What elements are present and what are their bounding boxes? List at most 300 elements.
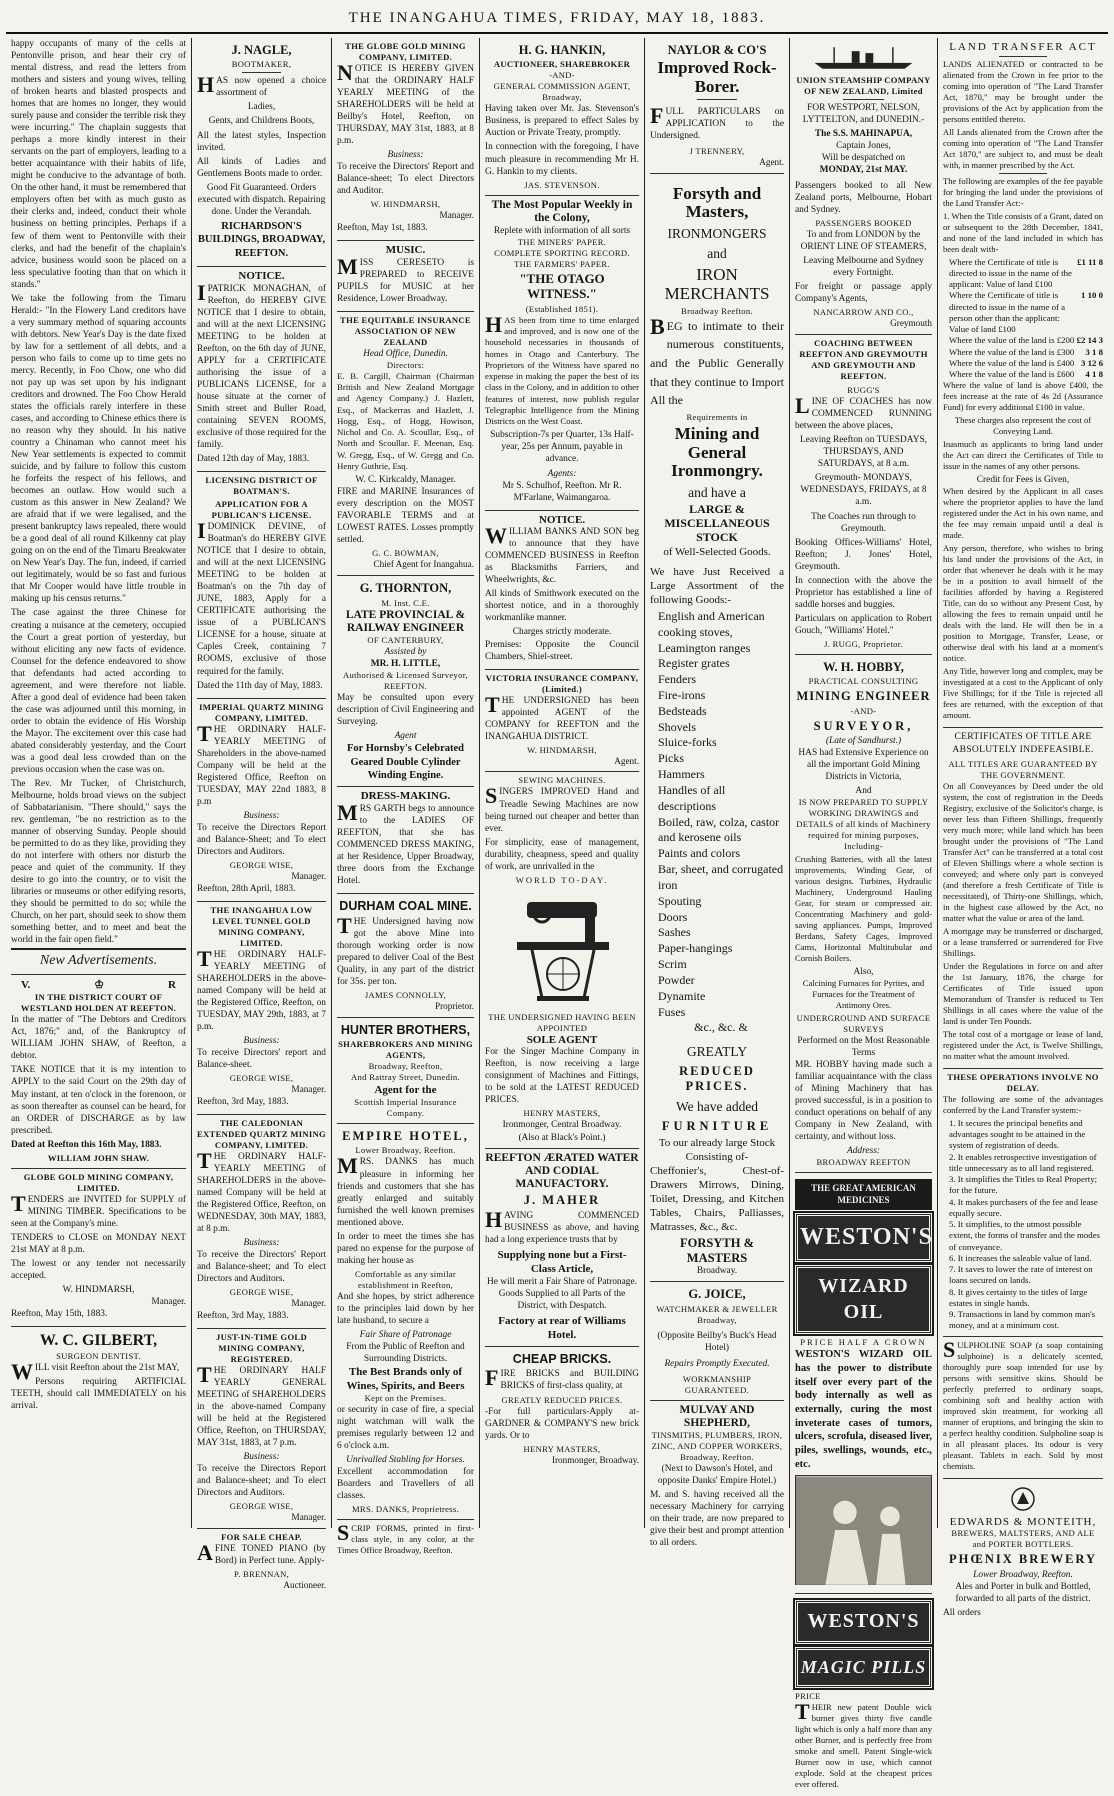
thornton-text: MR. H. LITTLE, <box>370 658 441 669</box>
hankin-text: In connection with the foregoing, I have much pleasure in recommending Mr H. G. Hankin to my clients. <box>485 142 639 177</box>
court-notice <box>11 975 186 1168</box>
coaching-signature: J. RUGG, Proprietor. <box>824 638 903 649</box>
goods-list <box>650 609 784 1036</box>
column-3 <box>332 38 480 1556</box>
hobby-ad <box>795 655 932 1174</box>
maher-text: Goods Supplied to all Parts of the District, with Despatch. <box>498 1288 626 1311</box>
globe-meeting-title: Manager. <box>439 210 474 221</box>
pills-heading: WESTON'S <box>795 1600 932 1644</box>
otago-title: "THE OTAGO WITNESS." <box>519 271 605 301</box>
dress-heading: DRESS-MAKING. <box>360 790 451 803</box>
equitable-text: FIRE and MARINE Insurances of every description on the MOST FAVORABLE TERMS and at LOWEST RATES. Losses promptly settled. <box>337 487 474 546</box>
naylor-heading: NAYLOR & CO'S <box>667 43 767 57</box>
lowlevel-business: Business: <box>243 1035 280 1046</box>
fm-text: We have Just Received a Large Assortment of the following Goods:- <box>650 565 784 606</box>
notice-date: Dated 12th day of May, 1883. <box>197 454 310 465</box>
hunter-text: Agent for the <box>374 1084 437 1097</box>
maher-text: Factory at rear of Williams Hotel. <box>498 1314 626 1341</box>
empire-text: Fair Share of Patronage <box>359 1329 452 1340</box>
hobby-address: BROADWAY REEFTON <box>816 1157 911 1168</box>
hankin-location: Broadway, <box>542 92 582 103</box>
hobby-and: -AND- <box>850 705 877 716</box>
steamship-text: Leaving Melbourne and Sydney every Fortnight. <box>803 256 924 279</box>
licensing-text: IDOMINICK DEVINE, of Boatman's do HEREBY GIVE NOTICE that I desire to obtain, and will at the next LICENSING MEETING to be holden at Boatman's on the 7th day of JUNE, 1883, Apply for a CERTIFICATE authorising the issue of a PUBLICAN'S LICENSE for a house, situate at Caples Creek, containing 7 ROOMS, exclusive of those required for the family. <box>197 518 326 677</box>
caledonian-meeting <box>197 1115 326 1329</box>
lowlevel-meeting <box>197 902 326 1115</box>
edwards-sub: BREWERS, MALTSTERS, AND ALE <box>951 1528 1095 1539</box>
sale-text: AFINE TONED PIANO (by Bord) in Perfect tune. Apply- <box>197 1540 326 1567</box>
cert-text: On all Conveyances by Deed under the old system, the cost of registration in the Deeds Registry, exclusive of the Solicitor's charge, is never less than Fifteen Shillings, frequently very much more; while land which has been brought under the provisions of "The Land Transfer Act" can be transferred at a total cost of Eleven Shillings where a whole section is conveyed; and where only part is conveyed (and therefore a fresh Certificate of Title is necessitated), of Thirty-one Shillings, which, in the highest case allowed by the Act, no matter what the value or area of the land. <box>943 780 1103 923</box>
hankin-sub2: GENERAL COMMISSION AGENT, <box>493 81 631 92</box>
hunter-text: Broadway, Reefton, <box>368 1061 443 1072</box>
otago-text: THE MINERS' PAPER. <box>517 237 607 248</box>
crest-icon: ♔ <box>94 979 105 992</box>
caledonian-signature: GEORGE WISE, <box>229 1287 294 1298</box>
pills-heading2: MAGIC PILLS <box>795 1647 932 1688</box>
joice-sub: WATCHMAKER & JEWELLER <box>656 1303 778 1314</box>
imperial-title: Manager. <box>291 870 326 881</box>
weston-top: THE GREAT AMERICAN MEDICINES <box>795 1179 932 1210</box>
coaching-text: In connection with the above the Proprietor has established a line of saddle horses and buggies. <box>795 575 932 610</box>
victoria-title: Agent. <box>614 755 639 766</box>
licensing-sub: APPLICATION FOR A PUBLICAN'S LICENSE. <box>211 499 312 521</box>
coaching-heading: COACHING BETWEEN REEFTON AND GREYMOUTH AND GREYMOUTH AND REEFTON. <box>799 338 928 382</box>
sewing-world: WORLD TO-DAY. <box>515 874 609 885</box>
fee-value: 4 1 8 <box>1085 369 1103 380</box>
globe-text: The lowest or any tender not necessarily accepted. <box>11 1258 186 1281</box>
thornton-agent: Agent <box>394 731 417 742</box>
fm-and: and <box>707 246 727 262</box>
fm-heading4: LARGE & MISCELLANEOUS STOCK <box>664 502 770 544</box>
otago-agents: Agents: <box>547 468 577 479</box>
court-heading: IN THE DISTRICT COURT OF WESTLAND HOLDEN AT REEFTON. <box>20 992 177 1014</box>
empire-heading: EMPIRE HOTEL, <box>342 1129 469 1144</box>
otago-text: Replete with information of all sorts <box>493 226 631 236</box>
piano-sale <box>197 1529 326 1596</box>
joice-text: Repairs Promptly Executed. <box>664 1358 770 1369</box>
edwards-text: Ales and Porter in bulk and Bottled, forwarded to all parts of the district. <box>955 1581 1091 1604</box>
maher-text: HAVING COMMENCED BUSINESS as above, and having had a long experience trusts that by <box>485 1206 639 1245</box>
hobby-text: HAS had Extensive Experience on all the important Gold Mining Districts in Victoria, <box>798 747 929 783</box>
advantage-item: 8. It gives certainty to the titles of large estates in single hands. <box>949 1286 1088 1308</box>
fm-text: Cheffonier's, Chest-of-Drawers Mirrows, Dining, Toilet, Dressing, and Kitchen Tables, Chairs, Palliasses, Matrasses, &c., &c. <box>650 1164 784 1234</box>
steamship-text: MONDAY, 21st MAY. <box>819 165 908 176</box>
bricks-text: GREATLY REDUCED PRICES. <box>501 1394 623 1405</box>
otago-text: Mr S. Schulhof, Reefton. Mr R. M'Farlane, Waimangaroa. <box>502 480 622 503</box>
maher-text: He will merit a Fair Share of Patronage. <box>487 1276 637 1287</box>
otago-established: (Established 1851). <box>525 303 599 314</box>
figure-illustration-icon <box>796 1476 931 1586</box>
banks-text: WILLIAM BANKS AND SON beg to announce that they have COMMENCED BUSINESS in Reefton as Blacksmiths Farriers, and Wheelwrights, &c. <box>485 523 639 586</box>
fm-text: To our already large Stock Consisting of- <box>658 1136 776 1163</box>
caledonian-heading: THE CALEDONIAN EXTENDED QUARTZ MINING COMPANY, LIMITED. <box>197 1117 327 1150</box>
nagle-heading: J. NAGLE, <box>231 43 292 57</box>
hunter-sub: SHAREBROKERS AND MINING AGENTS, <box>338 1039 473 1061</box>
globe-meeting-text: To receive the Directors' Report and Balance-sheet; To elect Directors and Auditor. <box>337 162 474 197</box>
fee-row <box>949 347 1103 358</box>
edwards-heading2: PHŒNIX BREWERY <box>948 1552 1098 1567</box>
maher-ad <box>485 1149 639 1348</box>
land-credit: Credit for Fees is Given, <box>976 475 1070 486</box>
justintime-text: THE ORDINARY HALF YEARLY GENERAL MEETING of SHAREHOLDERS in the above-named Company will be held at the Registered Office, Reefton, on THURSDAY, MAY 31st, 1883, at 7 p.m. <box>197 1361 326 1449</box>
hankin-ad <box>485 38 639 196</box>
lowlevel-text: THE ORDINARY HALF-YEARLY MEETING of SHAREHOLDERS in the above-named Company will be held at the Registered Office, Reefton, on TUESDAY, MAY 29th, 1883, at 7 p.m. <box>197 945 326 1032</box>
thornton-text: For Hornsby's Celebrated Geared Double Cylinder Winding Engine. <box>346 743 465 782</box>
steamship-image <box>795 45 932 71</box>
hobby-heading4: UNDERGROUND AND SURFACE SURVEYS <box>796 1013 931 1035</box>
coaching-text: Leaving Reefton on TUESDAYS, THURSDAYS, AND SATURDAYS, at 8 a.m. <box>799 435 928 470</box>
fee-label: Where the value of the land is £300 <box>949 346 1075 357</box>
steamship-text: To and from LONDON by the ORIENT LINE OF STEAMERS, <box>800 230 927 253</box>
globe-meeting-business: Business: <box>387 150 424 161</box>
hobby-text: IS NOW PREPARED TO SUPPLY WORKING DRAWINGS and DETAILS of all kinds of Machinery required for mining purposes, Including- <box>796 797 931 852</box>
goods-item: Register grates <box>658 656 730 671</box>
bricks-heading: CHEAP BRICKS. <box>512 1352 612 1367</box>
coaching-text: LINE OF COACHES has now COMMENCED RUNNING between the above places, <box>795 393 932 432</box>
licensing-notice <box>197 472 326 698</box>
banks-text: Premises: Opposite the Council Chambers, Shiel-street. <box>485 639 639 662</box>
court-date: Dated at Reefton this 16th May, 1883. <box>11 1139 162 1150</box>
bricks-ad <box>485 1347 639 1470</box>
aerated-heading: REEFTON ÆRATED WATER AND CODIAL MANUFACTORY. <box>485 1151 639 1190</box>
hunter-heading: HUNTER BROTHERS, <box>340 1022 471 1037</box>
mulvay-text: M. and S. having received all the necessary Machinery for carrying on their trade, are now prepared to give their best and prompt attention to all orders. <box>650 1490 784 1549</box>
equitable-heading: THE EQUITABLE INSURANCE ASSOCIATION OF NEW ZEALAND <box>340 314 471 347</box>
dressmaking-ad <box>337 787 474 894</box>
imperial-business: Business: <box>243 810 280 821</box>
fee-table <box>943 257 1103 381</box>
globe-signature: W. HINDMARSH, <box>62 1284 135 1295</box>
bricks-signature: HENRY MASTERS, <box>523 1443 601 1454</box>
steamship-ad <box>795 38 932 335</box>
sulpholine-text: SULPHOLINE SOAP (a soap containing sulphoine) is a delicately scented, thoroughly pure soap intended for use by persons with sensitive skins. Should be perfectly preferred to ordinary soaps, combining soft and healthy action with improved skin treatment, for working all manner of eruptions, and bringing the skin to a perfect healthy condition. Sulpholine soap is in all pleasant places. Its odour is very pleasant. Tablets in each. Sold by most chemists. <box>943 1336 1103 1471</box>
imperial-text: To receive the Directors Report and Balance-Sheet; and To elect Directors and Auditors. <box>197 822 326 857</box>
hobby-heading2: MINING ENGINEER <box>796 689 931 704</box>
caledonian-date: Reefton, 3rd May, 1883. <box>197 1310 289 1321</box>
steamship-text: PASSENGERS BOOKED <box>815 218 912 229</box>
forsyth-masters-ad <box>650 174 784 1283</box>
goods-item: Paints and colors <box>658 846 740 861</box>
column-1 <box>6 38 192 1528</box>
thornton-title: LATE PROVINCIAL & RAILWAY ENGINEER <box>345 608 466 634</box>
empire-text: The Best Brands only of Wines, Spirits, and Beers <box>346 1365 465 1393</box>
goods-item: Fuses <box>658 1004 686 1019</box>
hankin-text: Having taken over Mr. Jas. Stevenson's Business, is prepared to effect Sales by Auction or Private Treaty, promptly. <box>485 104 639 139</box>
durham-heading: DURHAM COAL MINE. <box>339 899 472 914</box>
gilbert-sub: SURGEON DENTIST. <box>56 1351 141 1362</box>
court-text: In the matter of "The Debtors and Creditors Act, 1876;" and, of the Bankruptcy of WILLIAM JOHN SHAW, of Reefton, a debtor. <box>11 1015 186 1062</box>
steamship-text: The S.S. MAHINAPUA, <box>814 129 913 140</box>
otago-witness-ad <box>485 196 639 511</box>
otago-text: THE FARMERS' PAPER. <box>514 259 610 270</box>
steamship-text: Captain Jones, <box>836 141 891 152</box>
licensing-date: Dated the 11th day of May, 1883. <box>197 680 323 691</box>
fee-value: 3 1 8 <box>1085 346 1103 357</box>
new-ads-heading-box <box>11 948 186 975</box>
imperial-meeting <box>197 699 326 902</box>
brewery-emblem-icon <box>943 1486 1103 1512</box>
scrip-text: SCRIP FORMS, printed in first-class style, in any color, at the Times Office Broadway, Reefton. <box>337 1520 474 1556</box>
brewery-image <box>943 1486 1103 1512</box>
fm-heading: Forsyth and Masters, <box>672 183 762 222</box>
certificates-ad <box>943 728 1103 1069</box>
banks-text: All kinds of Smithwork executed on the shortest notice, and in a thoroughly workmanlike manner. <box>485 589 639 624</box>
maher-text: Supplying none but a First-Class Article, <box>497 1248 627 1275</box>
scrip-ad <box>337 1520 474 1562</box>
equitable-manager: W. C. Kirkcaldy, Manager. <box>355 475 456 486</box>
caledonian-text: To receive the Directors' Report and Balance-sheet; and To elect Directors and Auditors. <box>197 1250 326 1285</box>
weston-illustration <box>795 1475 932 1585</box>
coaching-text: The Coaches run through to Greymouth. <box>811 511 916 534</box>
caledonian-business: Business: <box>243 1238 280 1249</box>
music-heading: MUSIC. <box>385 244 426 257</box>
victoria-ad <box>485 670 639 773</box>
fee-value: £1 11 8 <box>1077 256 1103 267</box>
goods-item: Scrim <box>658 957 687 972</box>
hobby-heading3: SURVEYOR, <box>813 718 914 733</box>
cert-heading2: ALL TITLES ARE GUARANTEED BY THE GOVERNMENT. <box>948 758 1098 780</box>
column-4 <box>480 38 645 1528</box>
bricks-text: -For full particulars-Apply at- GARDNER & COMPANY'S new brick yards. Or to <box>485 1406 639 1441</box>
goods-item: Leamington ranges <box>658 640 751 655</box>
cert-heading: CERTIFICATES OF TITLE ARE ABSOLUTELY INDEFEASIBLE. <box>952 731 1094 755</box>
licensing-heading: LICENSING DISTRICT OF BOATMAN'S. <box>205 475 318 497</box>
column-5 <box>645 38 790 1549</box>
goods-item: Boiled, raw, colza, castor and kerosene oils <box>658 814 780 845</box>
sewing-ad <box>485 772 639 1148</box>
thornton-sub: M. Inst. C.E. <box>381 597 430 608</box>
thornton-text: May be consulted upon every description of Civil Engineering and Surveying. <box>337 693 474 728</box>
weston-wizard-ad <box>795 1173 932 1594</box>
land-text: All Lands alienated from the Crown after the coming into operation of "The Land Transfer Act 1870," are subject to, and must be dealt with, in manner prescribed by the Act. <box>943 126 1103 170</box>
banks-notice <box>485 511 639 670</box>
globe-heading: GLOBE GOLD MINING COMPANY, LIMITED. <box>23 1171 174 1193</box>
empire-text: And she hopes, by strict adherence to the principles laid down by her late husband, to secure a <box>337 1291 474 1326</box>
edwards-heading: EDWARDS & MONTEITH, <box>949 1515 1097 1528</box>
globe-meeting-date: Reefton, May 1st, 1883. <box>337 223 428 234</box>
globe-date: Reefton, May 15th, 1883. <box>11 1308 108 1319</box>
otago-text: Subscription-7s per Quarter, 13s Half-year, 25s per Annum, payable in advance. <box>490 430 634 465</box>
advantage-item: 3. It simplifies the Titles to Real Property; for the future. <box>949 1174 1098 1196</box>
sewing-text: For the Singer Machine Company in Reefton, is now receiving a large consignment of Machines and Fittings, to be sold at the LATEST REDUCED PRICES. <box>485 1047 639 1106</box>
banks-text: Charges strictly moderate. <box>512 627 612 638</box>
cert-text: The total cost of a mortgage or lease of land, registered under the Act, is Twelve Shillings, no matter what the amount involved. <box>943 1028 1103 1061</box>
fee-row <box>949 290 1103 335</box>
steamship-icon <box>795 45 932 71</box>
hobby-and2: And <box>855 786 872 797</box>
sewing-text: (Also at Black's Point.) <box>518 1132 606 1143</box>
edwards-location: Lower Broadway, Reefton. <box>973 1569 1073 1580</box>
mulvay-heading: MULVAY AND SHEPHERD, <box>679 1403 755 1429</box>
goods-item: Bar, sheet, and corrugated iron <box>658 862 784 892</box>
goods-item: Fire-irons <box>658 687 706 702</box>
goods-item: Bedsteads <box>658 703 707 718</box>
naylor-text: FULL PARTICULARS on APPLICATION to the Undersigned. <box>650 102 784 141</box>
justintime-meeting <box>197 1329 326 1529</box>
fee-value: 1 10 0 <box>1081 290 1103 301</box>
empire-text: Excellent accommodation for Boarders and Travellers of all classes. <box>337 1467 474 1502</box>
steamship-heading: UNION STEAMSHIP COMPANY OF NEW ZEALAND, Limited <box>796 75 931 96</box>
fee-row <box>949 335 1103 346</box>
bricks-title: Ironmonger, Broadway. <box>551 1454 639 1465</box>
globe-title: Manager. <box>151 1295 186 1306</box>
banks-heading: NOTICE. <box>538 513 586 526</box>
music-ad <box>337 241 474 312</box>
hankin-sub: AUCTIONEER, SHAREBROKER <box>493 59 631 70</box>
sewing-machine-image <box>485 890 639 1008</box>
goods-item: Picks <box>658 751 685 766</box>
steamship-text: Passengers booked to all New Zealand ports, Melbourne, Hobart and Sydney. <box>795 181 932 216</box>
fee-label: Where the Certificate of title is directed to issue in the name of a person other than the applicant: Value of land £100 <box>949 290 1066 335</box>
mulvay-ad <box>650 1401 784 1556</box>
empire-text: From the Public of Reefton and Surrounding Districts. <box>346 1341 465 1364</box>
equitable-ad <box>337 312 474 576</box>
court-text: TAKE NOTICE that it is my intention to APPLY to the said Court on the 29th day of May instant, at ten o'clock in the forenoon, or as soon thereafter as counsel can be heard, for an ORDER of DISCHARGE as by law prescribed. <box>11 1065 186 1136</box>
hunter-text: Scottish Imperial Insurance Company. <box>354 1097 457 1119</box>
sale-signature: P. BRENNAN, <box>233 1569 290 1580</box>
fm-added: We have added <box>675 1099 759 1115</box>
imperial-text: THE ORDINARY HALF-YEARLY MEETING of Shareholders in the above-named Company will be held at the Registered Office, Reefton on TUESDAY, MAY 22nd 1883, 8 p.m <box>197 720 326 807</box>
victoria-heading: VICTORIA INSURANCE COMPANY, (Limited.) <box>485 672 639 694</box>
hankin-signature: JAS. STEVENSON. <box>524 179 600 190</box>
nagle-text: HAS now opened a choice assortment of <box>197 72 326 99</box>
equitable-signature: G. C. BOWMAN, <box>372 548 439 559</box>
advantage-item: 5. It simplifies, to the utmost possible extent, the forms of transfer and the modes of conveyance. <box>949 1219 1100 1252</box>
caledonian-text: THE ORDINARY HALF-YEARLY MEETING of SHAREHOLDERS in the above-named Company will be held at the Registered Office, Reefton, on WEDNESDAY, 30th MAY, 1883, at 8 p.m. <box>197 1147 326 1235</box>
sewing-text: THE UNDERSIGNED HAVING BEEN APPOINTED <box>488 1011 636 1033</box>
goods-item: Sashes <box>658 925 691 940</box>
sale-heading: FOR SALE CHEAP. <box>221 1532 302 1543</box>
steamship-text: FOR WESTPORT, NELSON, LYTTELTON, and DUNEDIN.- <box>802 103 925 126</box>
hobby-heading: W. H. HOBBY, <box>823 659 904 674</box>
naylor-ad <box>650 38 784 174</box>
steamship-signature: NANCARROW AND CO., <box>813 307 914 318</box>
goods-etc: &c., &c. & <box>694 1020 748 1035</box>
fee-value: 3 12 6 <box>1081 357 1103 368</box>
justintime-business: Business: <box>243 1452 280 1463</box>
cert-text: Under the Regulations in force on and after the 1st January, 1876, the charge for Certificates of Title issued upon Memorandum of Transfer is reduced to Ten Shillings in all cases where the value of the land is under Ten Pounds. <box>943 960 1103 1026</box>
justintime-text: To receive the Directors Report and Balance-sheet; and To elect Directors and Auditors. <box>197 1464 326 1499</box>
land-text: LANDS ALIENATED or contracted to be alienated from the Crown in fee prior to the coming into operation of "The Land Transfer Act, 1870," may be brought under the provisions of the Act by application from the persons entitled thereto. <box>943 58 1103 124</box>
goods-item: Spouting <box>658 893 702 908</box>
newspaper-page <box>6 38 1108 1789</box>
mulvay-sub: TINSMITHS, PLUMBERS, IRON, ZINC, AND COPPER WORKERS, <box>651 1430 783 1452</box>
justintime-signature: GEORGE WISE, <box>229 1501 294 1512</box>
fm-heading2: IRON MERCHANTS <box>664 265 770 304</box>
goods-item: Doors <box>658 909 688 924</box>
sewing-machine-icon <box>485 890 639 1008</box>
sewing-sole: SOLE AGENT <box>526 1033 598 1046</box>
coaching-text: Booking Offices-Williams' Hotel, Reefton; J. Jones' Hotel, Greymouth. <box>795 537 932 572</box>
nagle-sub: BOOTMAKER, <box>231 59 292 70</box>
masthead-rule <box>6 32 1108 34</box>
hobby-text: Calcining Furnaces for Pyrites, and Furnaces for the Treatment of Antimony Ores. <box>802 978 925 1011</box>
steamship-title: Greymouth <box>890 318 932 329</box>
edwards-text: All orders <box>943 1607 981 1618</box>
thornton-text: Assisted by <box>384 646 427 657</box>
sewing-signature: HENRY MASTERS, <box>523 1108 601 1119</box>
globe-meeting <box>337 38 474 241</box>
masthead: THE INANGAHUA TIMES, FRIDAY, MAY 18, 1883. <box>348 10 766 26</box>
article-text: happy occupants of many of the cells at Pentonville prison, and hear their cry of mental distress, and read the letters from mothers and sisters and young wives, telling of broken hearts and blasted prospects and homes that are homes no longer, they would surely pause and consider the terrible risk they were incurring." The chaplain suggests that perhaps a more kindly interest in their servants on the part of employers, leading to a better acquaintance with their habits of life, might be conducive to the advantage of both. On the other hand, it must be remembered that employers often bet with as much gusto as their clerks and, indeed, conduct their whole business on betting principles. Perhaps if a few of them went to Pentonville with their clerks, and had the benefit of the chaplain's advice, business would soon be placed on a less speculative footing than that on which it stands." <box>11 39 186 290</box>
land-text: The following are examples of the fee payable for bringing the land under the provisions of the Land Transfer Act:- <box>943 175 1103 208</box>
fm-have: and have a <box>688 484 746 500</box>
justintime-title: Manager. <box>291 1512 326 1523</box>
thornton-heading: G. THORNTON, <box>359 581 452 596</box>
monaghan-notice <box>197 267 326 472</box>
otago-text: COMPLETE SPORTING RECORD. <box>494 248 630 259</box>
empire-text: Comfortable as any similar establishment in Reefton, <box>354 1268 457 1290</box>
coaching-text: Greymouth- MONDAYS, WEDNESDAYS, FRIDAYS, at 8 a.m. <box>800 473 927 508</box>
notice-heading: NOTICE. <box>238 270 285 283</box>
article-text: The case against the three Chinese for creating a nuisance at the cemetery, occupied the Court a great portion of yesterday, but without eliciting any new facts of evidence. Counsel for the defence endeavored to show that defendants had acted according to agreement, and were therefore not liable. After a good deal of evidence had been taken the case was adjourned until this morning, in order to obtain the evidence of His Worship the Mayor. The excitement over this case had abated considerably yesterday, and the Court was a good deal less crowded than on the previous occasion when the case was on. <box>11 608 186 775</box>
fm-reduced: REDUCED PRICES. <box>679 1064 755 1093</box>
advantage-item: 6. It increases the saleable value of land. <box>949 1252 1092 1263</box>
globe-text: TENDERS to CLOSE on MONDAY NEXT 21st MAY at 8 p.m. <box>11 1232 186 1255</box>
mulvay-location: Broadway, Reefton. <box>680 1452 754 1463</box>
land-text: Any Title, however long and complex, may be investigated at a cost to the Applicant of only Five Shillings; for if the Title is rejected all fees are returned, with the exception of that amount. <box>943 666 1103 721</box>
joice-text: WORKMANSHIP GUARANTEED. <box>682 1373 752 1395</box>
fee-label: Where the Certificate of title is directed to issue in the name of the applicant: Value of land £100 <box>949 256 1072 290</box>
fm-furniture: FURNITURE <box>661 1119 773 1134</box>
pills-text: THEIR new patent Double wick burner gives thirty five candle light which is only a half more than any other Burner, and is perfectly free from smoke and smell. Patent Single-wick Burner now in use, which cannot explode. Sold at the cheapest prices ever offered. <box>795 1698 932 1789</box>
advantages-list <box>943 1118 1103 1332</box>
nagle-address: RICHARDSON'S BUILDINGS, BROADWAY, REEFTON. <box>197 220 326 259</box>
caledonian-title: Manager. <box>291 1298 326 1309</box>
hobby-late: (Late of Sandhurst.) <box>825 735 902 746</box>
durham-ad <box>337 894 474 1017</box>
fee-value: £2 14 3 <box>1076 335 1103 346</box>
land-text: Any person, therefore, who wishes to bring his land under the provisions of the Act, in order that whenever he deals with it he may be in a position to avail himself of the facilities afforded by having a Registered Title, can do so without any Present Cost, by allowing the fees to remain unpaid until he deals with the land. He will then be in a position to Mortgage, Transfer, Lease, or otherwise deal with his land at a moment's notice. <box>943 543 1103 664</box>
hankin-and: -AND- <box>549 70 575 81</box>
sewing-heading: SEWING MACHINES. <box>518 775 606 786</box>
pills-price: PRICE <box>795 1690 821 1701</box>
fee-label: Where the value of the land is £600 <box>949 369 1075 380</box>
goods-item: Sluice-forks <box>658 735 717 750</box>
fm-text: BEG to intimate to their numerous constituents, and the Public Generally that they continue to Import All the <box>650 313 784 408</box>
weston-heading: WESTON'S <box>795 1213 932 1262</box>
goods-item: Paper-hangings <box>658 941 733 956</box>
fm-requirements: Requirements in <box>686 411 748 422</box>
sewing-text: SINGERS IMPROVED Hand and Treadle Sewing Machines are now being turned out cheaper and better than ever. <box>485 783 639 834</box>
new-ads-heading: New Advertisements. <box>39 953 158 969</box>
fm-sub: IRONMONGERS <box>667 225 767 241</box>
nagle-ad <box>197 38 326 267</box>
goods-item: English and American cooking stoves, <box>658 608 765 639</box>
operations-ad <box>943 1069 1103 1337</box>
imperial-signature: GEORGE WISE, <box>229 859 294 870</box>
joice-heading: G. JOICE, <box>688 1287 746 1302</box>
goods-item: Hammers <box>658 767 705 782</box>
equitable-sub: Head Office, Dunedin. <box>363 348 448 359</box>
article-text: The Rev. Mr Tucker, of Christchurch, Melbourne, holds broad views on the subject of Sabbatarianism. "There should," says the rev. gentleman, "be no restriction as to the manner of observing Sunday. People should be permitted to do as they like, providing they do not interfere with others nor disturb the peace and quiet of the community. If they desire to go into the country, or to visit the libraries or museums or other edifying resorts, they should be permitted to do so; while the Church, on her part, should seek to show them something better, and to meet and beat the world in the fair open field." <box>11 778 186 946</box>
goods-item: Handles of all descriptions <box>658 782 726 813</box>
advantage-item: 9. Transactions in land by common man's money, and at a minimum cost. <box>949 1309 1095 1331</box>
lowlevel-signature: GEORGE WISE, <box>229 1073 294 1084</box>
hobby-text: Crushing Batteries, with all the latest improvements, Winding Gear, of various designs. Turbines, Hydraulic Machinery, Underground Hauling Gear, for steam or compressed air. Concentrating Machinery and gold-saving appliances. Pumps, Improved Berdans, Safety Cages, Improved Cams, Horizontal Multitubular and Cornish Boilers. <box>795 854 932 964</box>
durham-text: THE Undersigned having now got the above Mine into thorough working order is now prepared to deliver Coal of the Best Quality, in any part of the district for 35s. per ton. <box>337 912 474 987</box>
globe-text: TENDERS are INVITED for SUPPLY of MINING TIMBER. Specifications to be seen at the Company's mine. <box>11 1190 186 1229</box>
advantage-item: 1. It secures the principal benefits and advantages sought to be attained in the system of registration of deeds. <box>949 1117 1086 1151</box>
otago-text: HAS been from time to time enlarged and improved, and is now one of the household necessaries in thousands of homes in Otago and Canterbury. The Proprietors of the Witness have spared no expense in making the paper the best of its class in the Colony, and in addition to other features of interest, now publish regular Telegraphic Intelligence from the Mining Districts on the West Coast. <box>485 311 639 427</box>
advantage-item: 7. It saves to lower the rate of interest on loans secured on lands. <box>949 1264 1093 1286</box>
coaching-text: Particulars on application to Robert Gouch, "Williams' Hotel." <box>795 613 932 636</box>
joice-location: Broadway, <box>697 1314 737 1325</box>
land-text: Inasmuch as applicants to bring land under the Act can direct the Certificates of Title to issue in the names of any other persons. <box>943 439 1103 472</box>
joice-text: (Opposite Beilby's Buck's Head Hotel) <box>657 1330 777 1353</box>
nagle-text: Gents, and Childrens Boots, <box>208 116 315 127</box>
edwards-sub2: and PORTER BOTTLERS. <box>972 1539 1074 1550</box>
